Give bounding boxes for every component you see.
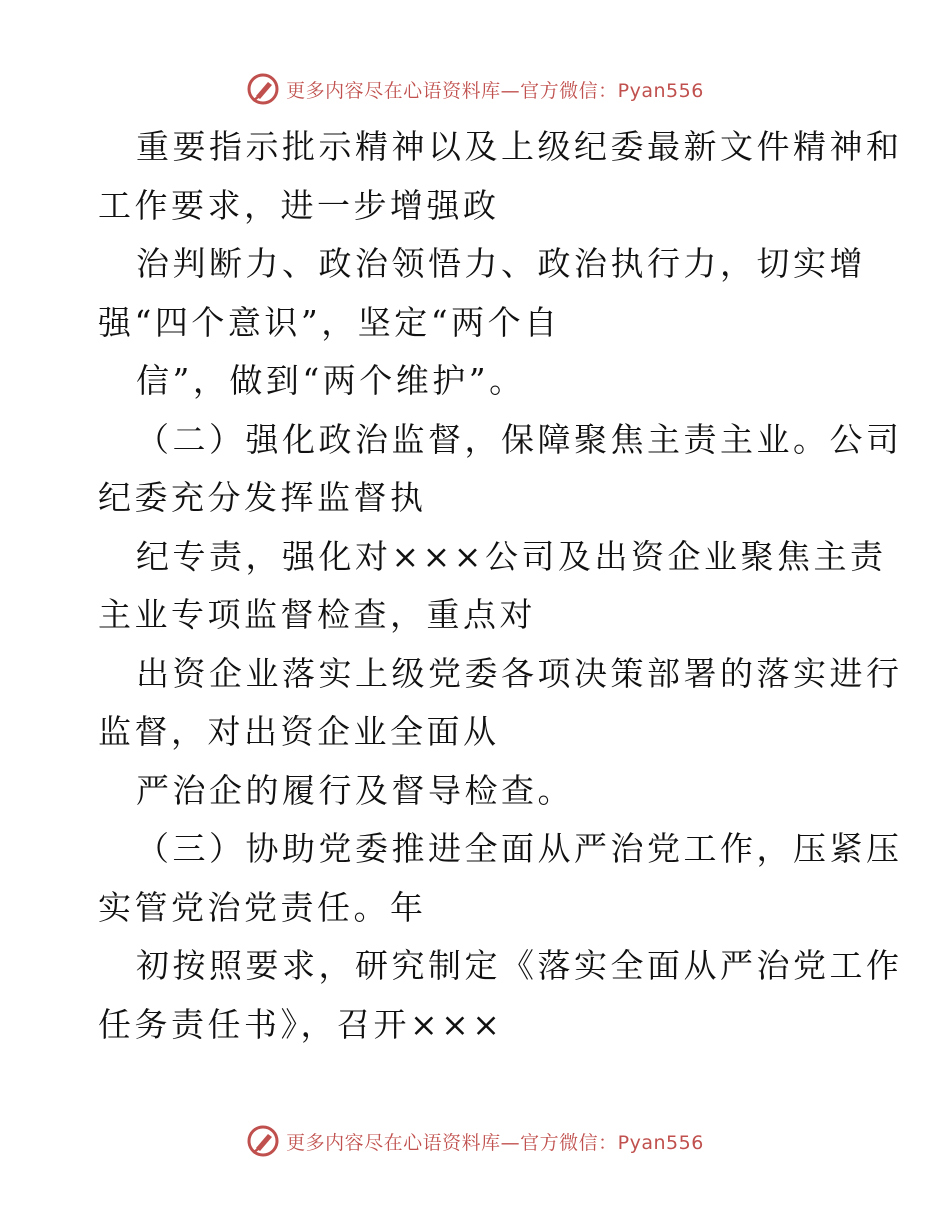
- body-line: 治判断力、政治领悟力、政治执行力，切实增: [136, 244, 866, 283]
- body-line: 纪专责，强化对×××公司及出资企业聚焦主责: [136, 536, 887, 576]
- body-line: 强“四个意识”，坚定“两个自: [98, 302, 561, 342]
- brand-logo-icon: [246, 1124, 280, 1158]
- brand-logo-icon: [246, 72, 280, 106]
- body-line: （二）强化政治监督，保障聚焦主责主业。公司: [136, 419, 903, 459]
- body-line: 初按照要求，研究制定《落实全面从严治党工作: [136, 946, 903, 985]
- body-line: 主业专项监督检查，重点对: [98, 595, 536, 634]
- body-line: 监督，对出资企业全面从: [98, 712, 500, 751]
- body-line: 重要指示批示精神以及上级纪委最新文件精神和: [136, 127, 903, 166]
- document-body: [98, 118, 903, 1054]
- body-line: 纪委充分发挥监督执: [98, 478, 427, 517]
- body-line: 工作要求，进一步增强政: [98, 185, 500, 225]
- body-line: （三）协助党委推进全面从严治党工作，压紧压: [136, 829, 903, 868]
- header-brand-text: 更多内容尽在心语资料库—官方微信：Pyan556: [286, 79, 704, 102]
- body-line: 任务责任书》，召开×××: [98, 1004, 504, 1044]
- page-footer: [0, 1124, 950, 1158]
- body-line: 严治企的履行及督导检查。: [136, 770, 574, 810]
- footer-brand-text: 更多内容尽在心语资料库—官方微信：Pyan556: [286, 1131, 704, 1154]
- body-line: 信”，做到“两个维护”。: [136, 361, 526, 400]
- body-line: 实管党治党责任。年: [98, 887, 427, 927]
- body-line: 出资企业落实上级党委各项决策部署的落实进行: [136, 653, 903, 693]
- page-header: [0, 72, 950, 106]
